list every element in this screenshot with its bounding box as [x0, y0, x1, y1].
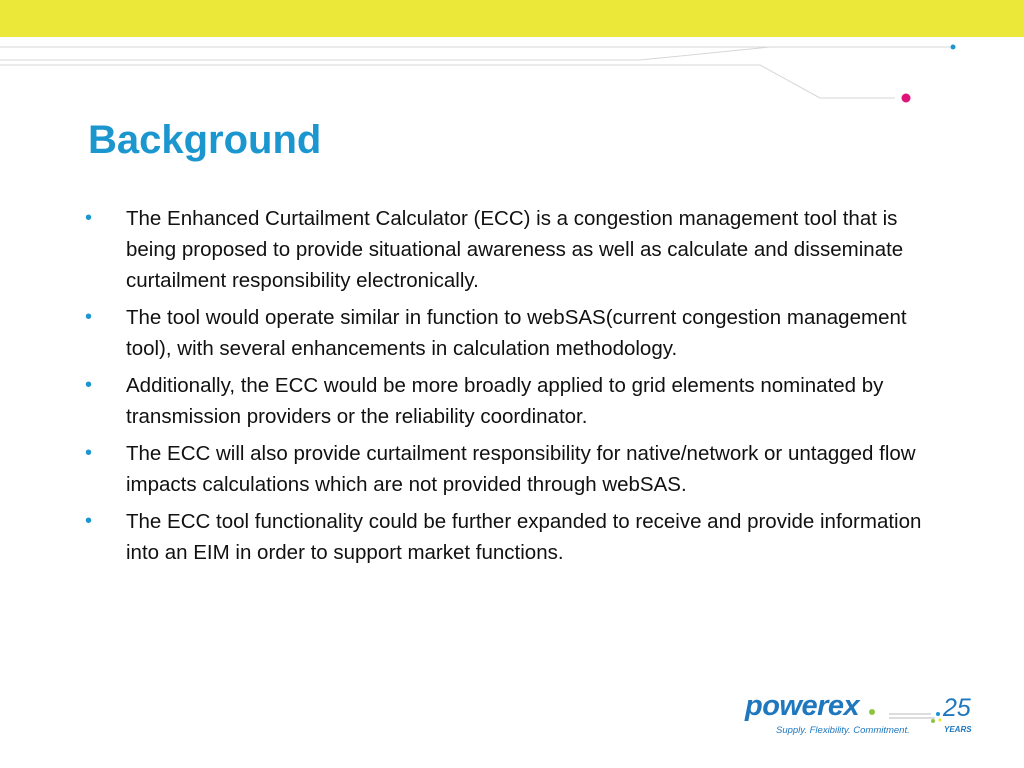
bullet-symbol: • — [85, 207, 93, 229]
bullet-item — [85, 370, 925, 432]
bullet-symbol: • — [85, 510, 93, 532]
logo-tagline: Supply. Flexibility. Commitment. — [776, 725, 910, 736]
bullet-symbol: • — [85, 306, 93, 328]
bullet-symbol: • — [85, 442, 93, 464]
bullet-text: The ECC tool functionality could be further expanded to receive and provide information into an EIM in order to support market functions. — [126, 510, 922, 564]
bullet-text: The ECC will also provide curtailment responsibility for native/network or untagged flow impacts calculations which are not provided through webSAS. — [126, 442, 916, 496]
decorative-header-lines — [0, 37, 1024, 117]
top-color-band — [0, 0, 1024, 37]
logo-wordmark: powerex — [745, 690, 860, 722]
anniversary-label: YEARS — [944, 725, 972, 734]
anniversary-number: 25 — [943, 694, 971, 722]
logo-dot-green — [931, 719, 935, 723]
deco-line-6 — [760, 65, 820, 98]
logo-accent-lines — [889, 708, 949, 724]
slide-title: Background — [88, 118, 322, 162]
deco-blue-dot — [951, 45, 956, 50]
deco-pink-dot — [902, 94, 911, 103]
bullet-text: The tool would operate similar in function to webSAS(current congestion management tool), with several enhancements in calculation methodology. — [126, 306, 907, 360]
logo-green-dot — [869, 709, 875, 715]
bullet-item — [85, 302, 925, 364]
bullet-item — [85, 506, 925, 568]
bullet-item — [85, 438, 925, 500]
powerex-logo — [743, 692, 983, 740]
deco-line-4 — [640, 47, 770, 60]
bullet-text: The Enhanced Curtailment Calculator (ECC) is a congestion management tool that is being proposed to provide situational awareness as well as calculate and disseminate curtailment responsibility electronically. — [126, 207, 904, 292]
bullet-list — [85, 203, 925, 574]
logo-dot-blue — [936, 712, 940, 716]
bullet-text: Additionally, the ECC would be more broadly applied to grid elements nominated by transmission providers or the reliability coordinator. — [126, 374, 884, 428]
bullet-item — [85, 203, 925, 296]
bullet-symbol: • — [85, 374, 93, 396]
logo-dot-yellow — [938, 718, 941, 721]
